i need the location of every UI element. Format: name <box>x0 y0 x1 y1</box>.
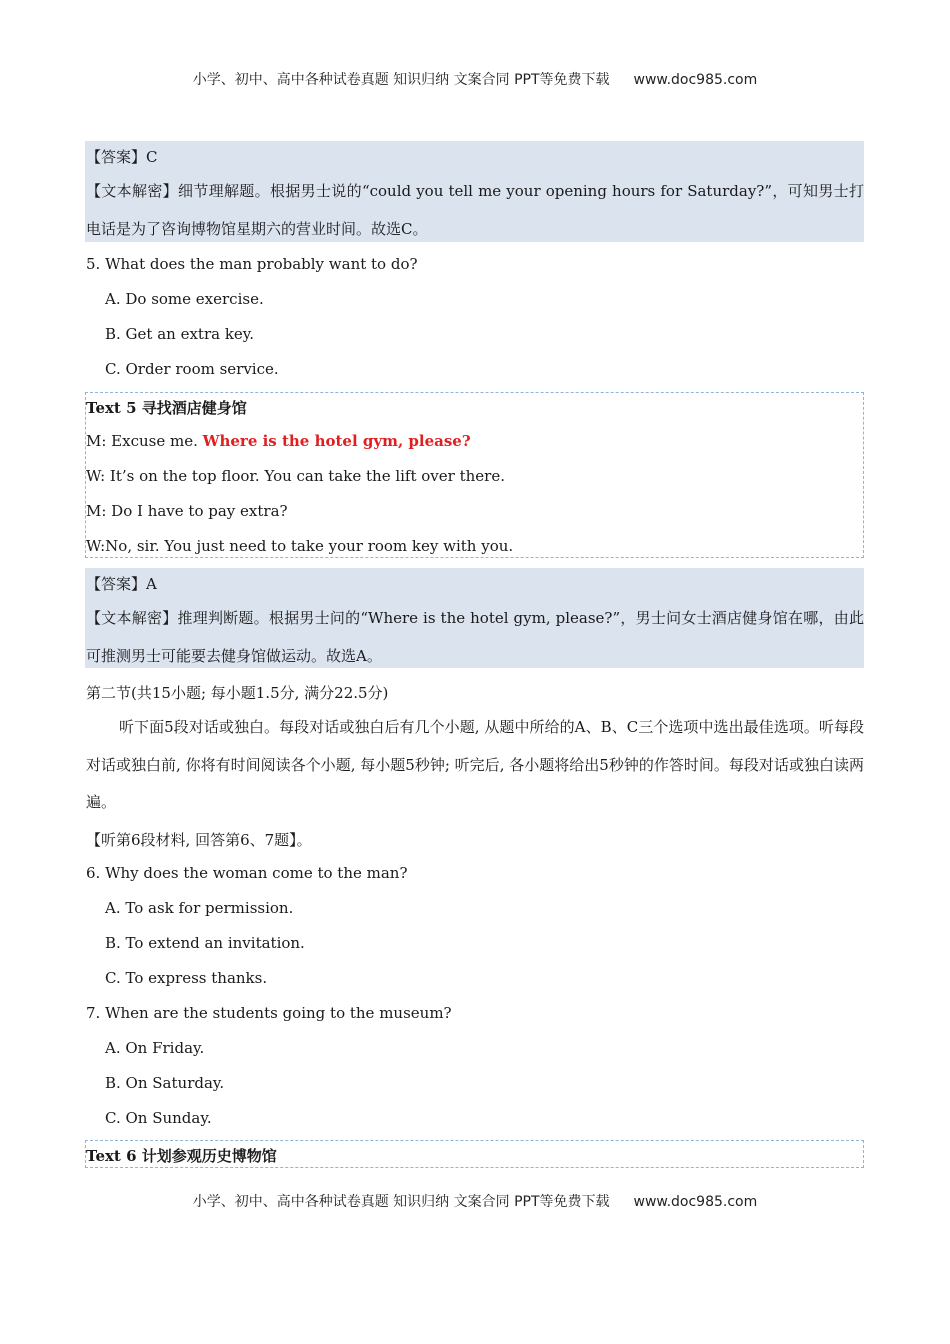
q7-option-c: C. On Sunday. <box>105 1109 212 1127</box>
q6-option-c: C. To express thanks. <box>105 969 268 987</box>
text5-title: Text 5 寻找酒店健身馆 <box>86 399 247 417</box>
footer-site-link[interactable]: www.doc985.com <box>633 1194 758 1210</box>
text6-title: Text 6 计划参观历史博物馆 <box>86 1147 277 1165</box>
q6-option-a: A. To ask for permission. <box>105 899 294 917</box>
question-5: 5. What does the man probably want to do? <box>86 255 418 273</box>
section2-instructions: 听下面5段对话或独白。每段对话或独白后有几个小题, 从题中所给的A、B、C三个选项中选出最佳选项。听每段对话或独白前, 你将有时间阅读各个小题, 每小题5秒钟; 听完后, 各小题将给出5秒钟的作答时间。每段对话或独白读两遍。 <box>86 718 864 811</box>
q6-option-b: B. To extend an invitation. <box>105 934 305 952</box>
q7-option-b: B. On Saturday. <box>105 1074 225 1092</box>
section2-heading: 第二节(共15小题; 每小题1.5分, 满分22.5分) <box>86 684 389 702</box>
q5-option-a: A. Do some exercise. <box>105 290 264 308</box>
text5-line4: W:No, sir. You just need to take your room key with you. <box>86 537 514 555</box>
section2-material: 【听第6段材料, 回答第6、7题】。 <box>86 831 312 849</box>
text5-line3: M: Do I have to pay extra? <box>86 502 288 520</box>
footer-text: 小学、初中、高中各种试卷真题 知识归纳 文案合同 PPT等免费下载 <box>192 1194 610 1210</box>
answer-q4: 【答案】C <box>86 148 158 166</box>
analysis-q4: 【文本解密】细节理解题。根据男士说的“could you tell me your opening hours for Saturday?”，可知男士打电话是为了咨询博物馆星期六的营业时间。故选C。 <box>86 182 864 238</box>
q5-option-b: B. Get an extra key. <box>105 325 255 343</box>
page-header <box>0 69 950 89</box>
analysis-q5: 【文本解密】推理判断题。根据男士问的“Where is the hotel gym, please?”，男士问女士酒店健身馆在哪，由此可推测男士可能要去健身馆做运动。故选A。 <box>86 609 864 665</box>
q5-option-c: C. Order room service. <box>105 360 279 378</box>
text5-line1-highlight: Where is the hotel gym, please? <box>202 432 471 450</box>
header-site-link[interactable]: www.doc985.com <box>633 72 758 88</box>
q7-option-a: A. On Friday. <box>105 1039 205 1057</box>
answer-q5: 【答案】A <box>86 575 157 593</box>
header-text: 小学、初中、高中各种试卷真题 知识归纳 文案合同 PPT等免费下载 <box>192 72 610 88</box>
question-6: 6. Why does the woman come to the man? <box>86 864 408 882</box>
page-footer <box>0 1191 950 1211</box>
question-7: 7. When are the students going to the museum? <box>86 1004 452 1022</box>
text5-line1-prefix: M: Excuse me. <box>86 432 203 450</box>
text5-line2: W: It’s on the top floor. You can take the lift over there. <box>86 467 505 485</box>
text5-line1 <box>86 432 471 450</box>
